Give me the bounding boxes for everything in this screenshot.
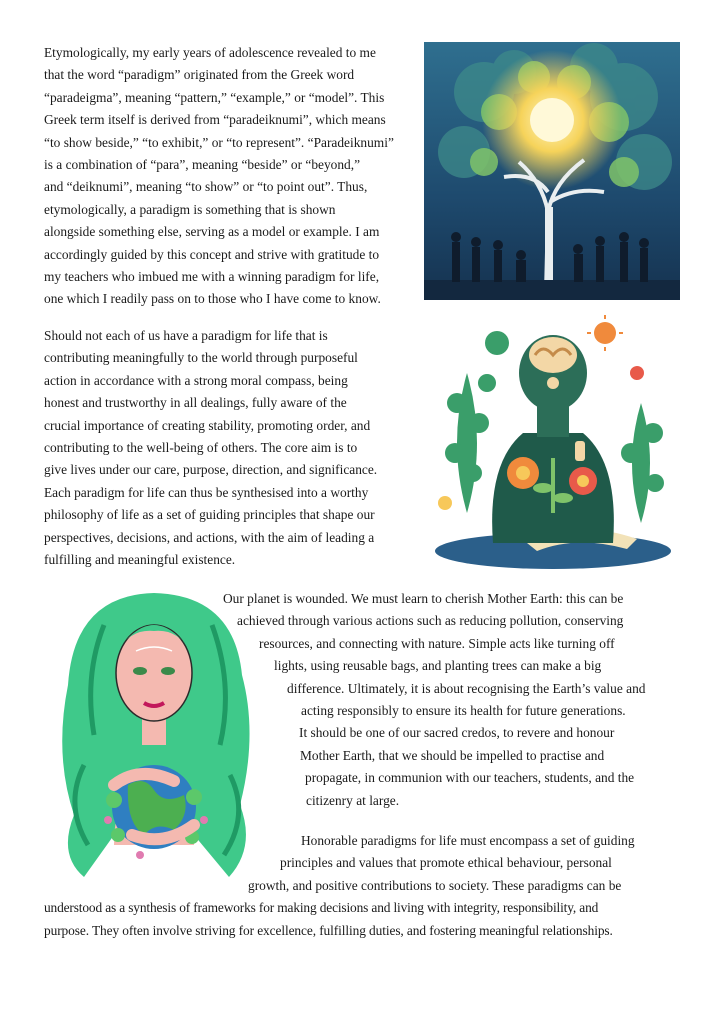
text-line: etymologically, a paradigm is something that is shown	[44, 201, 336, 217]
text-line: growth, and positive contributions to society. These paradigms can be	[248, 877, 622, 893]
text-line: achieved through various actions such as reducing pollution, conserving	[237, 613, 624, 629]
text-line: acting responsibly to ensure its health for future generations.	[301, 703, 626, 719]
text-line: Our planet is wounded. We must learn to cherish Mother Earth: this can be	[223, 591, 624, 606]
text-line: Etymologically, my early years of adolescence revealed to me	[44, 45, 376, 60]
text-line: give lives under our care, purpose, direction, and significance.	[44, 462, 378, 478]
text-line: fulfilling and meaningful existence.	[44, 552, 236, 568]
paragraph-etymology	[44, 42, 414, 311]
text-line: one which I readily pass on to those who I have come to know.	[44, 291, 381, 307]
text-line: is a combination of “para”, meaning “beside” or “beyond,”	[44, 157, 361, 173]
nature-human-silhouette-illustration	[427, 313, 679, 575]
paragraph-mother-earth	[44, 588, 684, 812]
text-line: citizenry at large.	[306, 792, 400, 808]
text-line: lights, using reusable bags, and planting trees can make a big	[274, 658, 602, 674]
text-line: contributing meaningfully to the world through purposeful	[44, 350, 358, 366]
text-line: philosophy of life as a set of guiding principles that shape our	[44, 507, 375, 523]
text-line: my teachers who imbued me with a winning paradigm for life,	[44, 269, 380, 285]
text-line: “to show beside,” “to exhibit,” or “to represent”. “Paradeiknumi”	[44, 134, 394, 150]
text-line: resources, and connecting with nature. Simple acts like turning off	[259, 635, 615, 651]
text-line: It should be one of our sacred credos, to revere and honour	[299, 725, 615, 741]
text-line: perspectives, decisions, and actions, with the aim of leading a	[44, 529, 375, 545]
text-line: action in accordance with a strong moral compass, being	[44, 372, 348, 388]
text-line: alongside something else, serving as a model or example. I am	[44, 224, 380, 240]
text-line: Each paradigm for life can thus be synthesised into a worthy	[44, 484, 369, 500]
text-line: purpose. They often involve striving for excellence, fulfilling duties, and fostering meaningful relationships.	[44, 922, 613, 938]
text-line: honest and trustworthy in all dealings, fully aware of the	[44, 395, 347, 411]
text-line: crucial importance of creating stability, promoting order, and	[44, 417, 371, 433]
text-line: Honorable paradigms for life must encompass a set of guiding	[301, 833, 635, 848]
text-line: and “deiknumi”, meaning “to show” or “to point out”. Thus,	[44, 179, 368, 195]
glowing-tree-with-people-illustration	[424, 42, 680, 300]
text-line: that the word “paradigm” originated from the Greek word	[44, 67, 355, 83]
text-line: Should not each of us have a paradigm for life that is	[44, 328, 328, 343]
text-line: difference. Ultimately, it is about recognising the Earth’s value and	[287, 680, 646, 696]
text-line: contributing to the well-being of others. The core aim is to	[44, 440, 358, 456]
text-line: understood as a synthesis of frameworks for making decisions and living with integrity, responsibility, and	[44, 900, 599, 916]
text-line: accordingly guided by this concept and strive with gratitude to	[44, 246, 380, 262]
text-line: “paradeigma”, meaning “pattern,” “example,” or “model”. This	[44, 89, 385, 105]
text-line: Mother Earth, that we should be impelled to practise and	[300, 747, 605, 763]
paragraph-paradigm-for-life	[44, 325, 422, 571]
text-line: principles and values that promote ethical behaviour, personal	[280, 855, 612, 871]
text-line: propagate, in communion with our teachers, students, and the	[305, 770, 635, 786]
paragraph-honorable-paradigms	[44, 830, 684, 942]
text-line: Greek term itself is derived from “paradeiknumi”, which means	[44, 112, 386, 128]
